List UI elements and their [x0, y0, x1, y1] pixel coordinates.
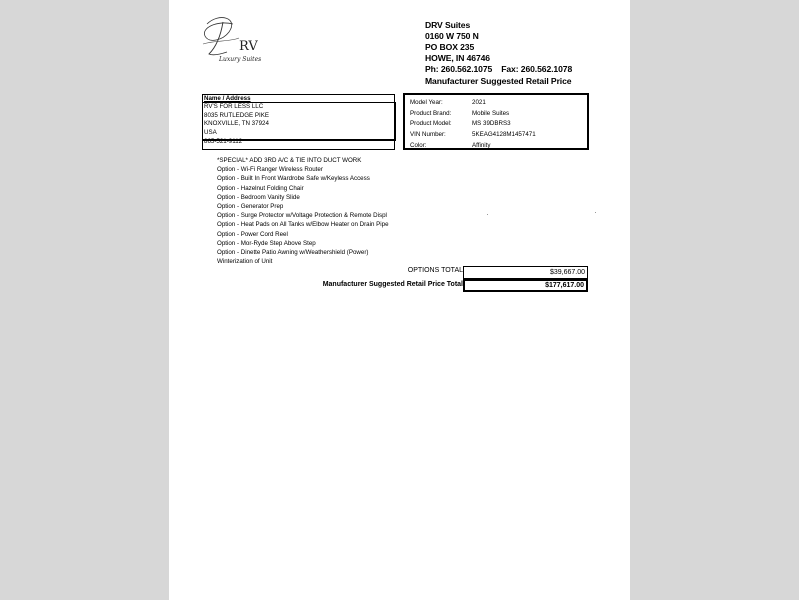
- company-city: HOWE, IN 46746: [425, 53, 490, 63]
- logo-tagline: Luxury Suites: [219, 56, 262, 63]
- company-phone: Ph: 260.562.1075: [425, 64, 493, 74]
- option-item: Option - Bedroom Vanity Slide: [217, 193, 300, 201]
- vehicle-value: Affinity: [472, 141, 491, 149]
- option-item: *SPECIAL* ADD 3RD A/C & TIE INTO DUCT WORK: [217, 157, 362, 164]
- vehicle-label: Color:: [410, 141, 427, 149]
- vehicle-label: Product Model:: [410, 120, 452, 128]
- option-item: Option - Hazelnut Folding Chair: [217, 184, 304, 192]
- vehicle-label: Product Brand:: [410, 109, 452, 117]
- customer-line: KNOXVILLE, TN 37924: [204, 120, 269, 128]
- customer-address-box: [202, 94, 395, 150]
- customer-line: 8035 RUTLEDGE PIKE: [204, 111, 269, 119]
- option-item: Option - Mor-Ryde Step Above Step: [217, 239, 316, 247]
- vehicle-value: Mobile Suites: [472, 109, 510, 117]
- vehicle-row: [410, 98, 536, 109]
- vehicle-row: [410, 119, 536, 130]
- vehicle-value: 2021: [472, 99, 486, 106]
- vehicle-label: VIN Number:: [410, 131, 446, 139]
- company-address-line1: 0160 W 750 N: [425, 31, 479, 41]
- company-info: [425, 20, 572, 87]
- option-item: Option - Power Cord Reel: [217, 230, 288, 238]
- vehicle-info-box: [403, 93, 589, 150]
- vehicle-row: [410, 109, 536, 120]
- option-item: Option - Surge Protector w/Voltage Protection & Remote Displ: [217, 212, 387, 220]
- options-total-value: $39,667.00: [463, 266, 588, 279]
- option-item: Option - Dinette Patio Awning w/Weathershield (Power): [217, 248, 369, 256]
- company-contact: [425, 64, 572, 75]
- option-item: Winterization of Unit: [217, 258, 273, 266]
- customer-header: Name / Address: [203, 95, 394, 103]
- options-total-label: OPTIONS TOTAL: [407, 267, 463, 274]
- document-page: [169, 0, 630, 600]
- scan-speck: [487, 214, 488, 215]
- option-item: Option - Generator Prep: [217, 202, 284, 210]
- scan-speck: [595, 212, 596, 213]
- options-list: [217, 156, 389, 266]
- logo-monogram: RV: [239, 39, 258, 54]
- customer-line: USA: [204, 129, 217, 137]
- option-item: Option - Heat Pads on All Tanks w/Elbow Heater on Drain Pipe: [217, 221, 389, 229]
- vehicle-row: [410, 141, 536, 152]
- vehicle-label: Model Year:: [410, 99, 443, 106]
- vehicle-value: 5KEAG4128M1457471: [472, 131, 536, 139]
- customer-address-lines: [204, 103, 269, 146]
- option-item: Option - Built In Front Wardrobe Safe w/Keyless Access: [217, 175, 370, 183]
- company-fax: Fax: 260.562.1078: [501, 64, 573, 74]
- document-title: Manufacturer Suggested Retail Price: [425, 76, 572, 86]
- vehicle-value: MS 39DBRS3: [472, 120, 511, 128]
- vehicle-info-table: [410, 98, 536, 151]
- option-item: Option - Wi-Fi Ranger Wireless Router: [217, 166, 323, 174]
- vehicle-row: [410, 130, 536, 141]
- customer-line: 865-521-9112: [204, 137, 243, 145]
- company-name: DRV Suites: [425, 20, 471, 30]
- msrp-total-label: Manufacturer Suggested Retail Price Total: [322, 281, 463, 288]
- customer-line: RV'S FOR LESS LLC: [204, 103, 264, 110]
- company-address-line2: PO BOX 235: [425, 42, 475, 52]
- msrp-total-value: $177,617.00: [463, 279, 588, 292]
